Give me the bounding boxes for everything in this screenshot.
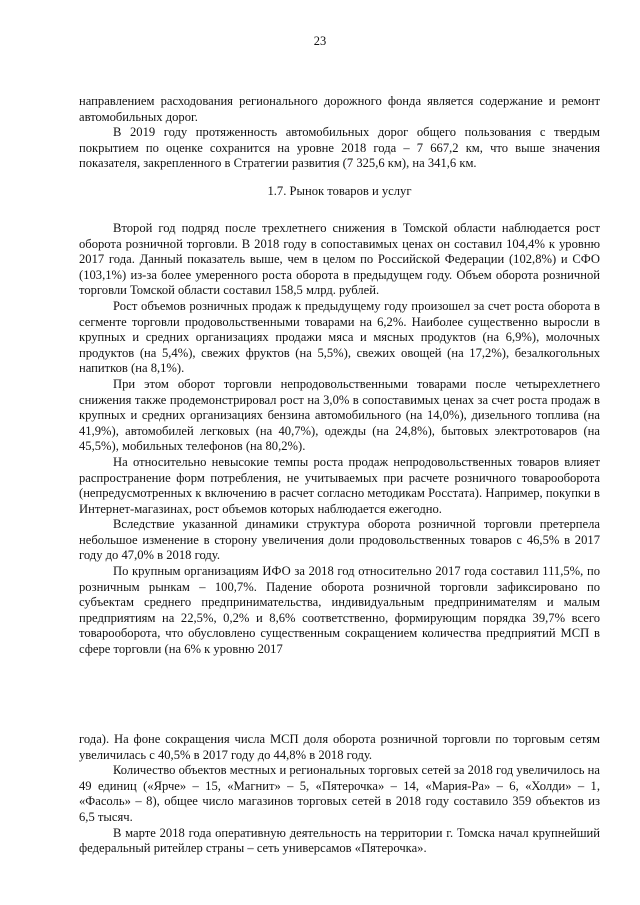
paragraph: В марте 2018 года оперативную деятельность на территории г. Томска начал крупнейший федеральный ритейлер страны – сеть универсамов «Пятерочка». bbox=[79, 825, 600, 856]
page-number: 23 bbox=[313, 34, 327, 48]
paragraph: В 2019 году протяженность автомобильных дорог общего пользования с твердым покрытием по оценке сохранится на уровне 2018 года – 7 667,2 км, что выше значения показателя, закрепленного в Стратегии развития (7 325,6 км), на 341,6 км. bbox=[79, 125, 600, 171]
paragraph: Количество объектов местных и региональных торговых сетей за 2018 год увеличилось на 49 единиц («Ярче» – 15, «Магнит» – 5, «Пятерочка» – 14, «Мария-Ра» – 6, «Холди» – 1, «Фасоль» – 8), общее число магазинов торговых сетей в 2018 году составило 359 объектов из 6,5 тысяч. bbox=[79, 763, 600, 824]
paragraph: года). На фоне сокращения числа МСП доля оборота розничной торговли по торговым сетям увеличилась с 40,5% в 2017 году до 44,8% в 2018 году. bbox=[79, 732, 600, 762]
paragraph: При этом оборот торговли непродовольственными товарами после четырехлетнего снижения также продемонстрировал рост на 3,0% в сопоставимых ценах за счет роста продаж в крупных и средних организациях бензина автомобильного (на 14,0%), дизельного топлива (на 41,9%), автомобилей легковых (на 40,7%), одежды (на 24,8%), бытовых электротоваров (на 45,5%), мобильных телефонов (на 80,2%). bbox=[79, 376, 600, 454]
paragraph: Вследствие указанной динамики структура оборота розничной торговли претерпела небольшое изменение в сторону увеличения доли продовольственных товаров с 46,5% в 2017 году до 47,0% в 2018 году. bbox=[79, 517, 600, 563]
paragraph: На относительно невысокие темпы роста продаж непродовольственных товаров влияет распространение форм потребления, не учитываемых при расчете розничного товарооборота (непредусмотренных к включению в расчет согласно методикам Росстата). Например, покупки в Интернет-магазинах, рост объемов которых наблюдается ежегодно. bbox=[79, 454, 600, 516]
paragraph: По крупным организациям ИФО за 2018 год относительно 2017 года составил 111,5%, по розничным рынкам – 100,7%. Падение оборота розничной торговли зафиксировано по субъектам среднего предпринимательства, индивидуальным предпринимателям и малым предприятиям на 22,5%, 0,2% и 8,6% соответственно, формирующим порядка 39,7% всего товарооборота, что обусловлено существенным сокращением количества предприятий МСП в сфере торговли (на 6% к уровню 2017 bbox=[79, 564, 600, 657]
section-heading: 1.7. Рынок товаров и услуг bbox=[267, 184, 412, 198]
intro-text-block bbox=[79, 94, 600, 172]
section-text-block bbox=[79, 221, 600, 658]
paragraph: Рост объемов розничных продаж к предыдущему году произошел за счет роста оборота в сегменте торговли продовольственными товарами на 6,2%. Наиболее существенно выросли в крупных и средних организациях продажи мяса и мясных продуктов (на 6,9%), молочных продуктов (на 5,4%), свежих фруктов (на 5,5%), свежих овощей (на 17,2%), безалкогольных напитков (на 8,1%). bbox=[79, 298, 600, 376]
continuation-text-block bbox=[79, 732, 600, 857]
paragraph: Второй год подряд после трехлетнего снижения в Томской области наблюдается рост оборота розничной торговли. В 2018 году в сопоставимых ценах он составил 104,4% к уровню 2017 года. Данный показатель выше, чем в целом по Российской Федерации (102,8%) и СФО (103,1%) из-за более умеренного роста оборота в предыдущем году. Объем оборота розничной торговли Томской области составил 158,5 млрд. рублей. bbox=[79, 221, 600, 298]
paragraph: направлением расходования регионального дорожного фонда является содержание и ремонт автомобильных дорог. bbox=[79, 94, 600, 124]
